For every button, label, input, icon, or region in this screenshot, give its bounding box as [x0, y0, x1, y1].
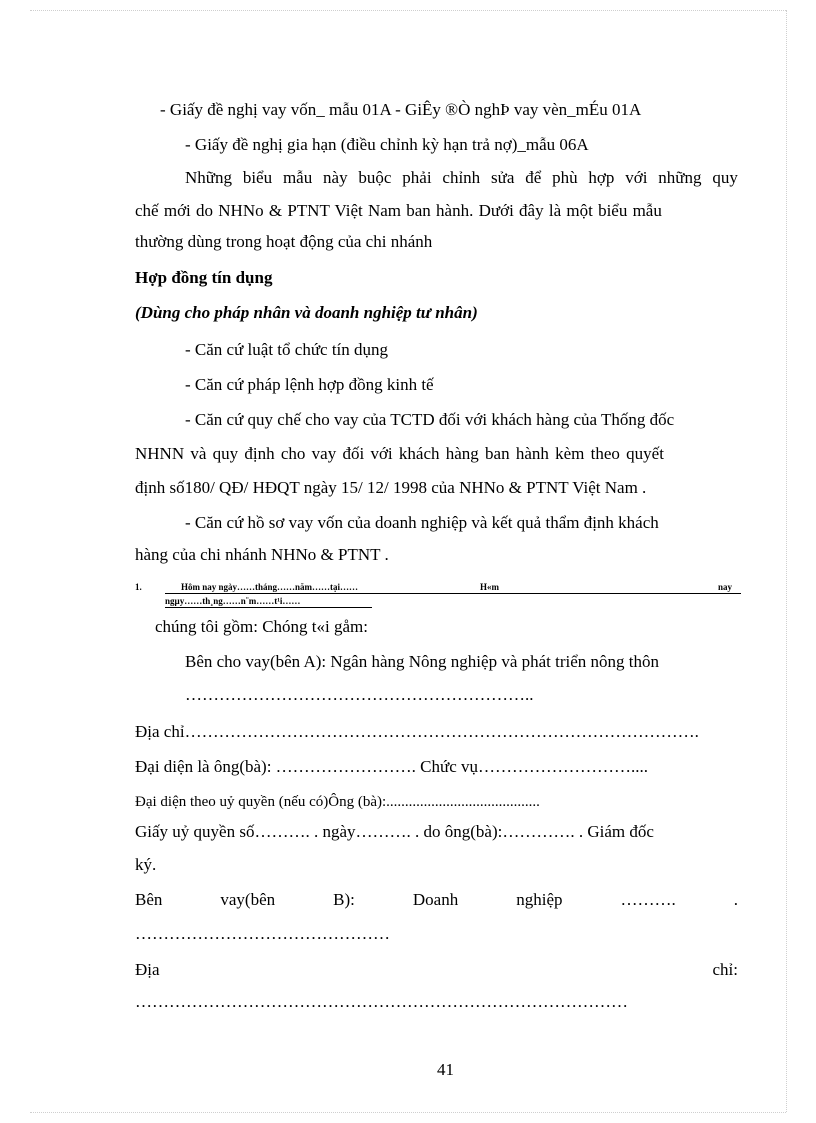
word: những — [658, 168, 702, 187]
word: buộc — [358, 168, 392, 187]
date-line-garbled: nay — [718, 582, 733, 592]
date-underline — [165, 607, 372, 608]
paragraph-line — [185, 168, 738, 188]
representative-line: Đại diện là ông(bà): ……………………. Chức vụ……………………….... — [135, 757, 649, 776]
word: mẫu — [282, 168, 313, 187]
item-number: 1. — [135, 582, 142, 592]
section-subheading: (Dùng cho pháp nhân và doanh nghiệp tư nhân) — [135, 303, 478, 322]
lender-line: Bên cho vay(bên A): Ngân hàng Nông nghiệp và phát triển nông thôn — [185, 652, 660, 671]
basis-item: - Căn cứ hồ sơ vay vốn của doanh nghiệp và kết quả thẩm định khách — [185, 513, 659, 532]
form-list-item-01a: - Giấy đề nghị vay vốn_ mẫu 01A - GiÊy ®Ò nghÞ vay vèn_mÉu 01A — [160, 100, 642, 119]
borrower-address-line: Địa chỉ: — [135, 960, 738, 979]
page-frame-right — [786, 10, 787, 1112]
paragraph-line: thường dùng trong hoạt động của chi nhánh — [135, 232, 433, 251]
borrower-address-dots: …………………………………………………………………………… — [135, 992, 628, 1011]
date-underline — [165, 593, 741, 594]
word: hợp — [588, 168, 615, 187]
page-frame-top — [30, 10, 786, 11]
authorization-line: Giấy uỷ quyền số………. . ngày………. . do ông(bà):…………. . Giám đốc — [135, 822, 654, 841]
address-line: Địa chỉ………………………………………………………………………………. — [135, 722, 699, 741]
basis-item-cont: NHNN và quy định cho vay đối với khách hàng ban hành kèm theo quyết — [135, 444, 664, 463]
word: chỉnh — [442, 168, 481, 187]
page-number: 41 — [437, 1060, 454, 1079]
authorized-rep-line: Đại diện theo uỷ quyền (nếu có)Ông (bà):......................................... — [135, 794, 540, 810]
word: phải — [402, 168, 432, 187]
lender-dots: …………………………………………………….. — [185, 685, 534, 704]
word: sửa — [491, 168, 515, 187]
section-heading: Hợp đồng tín dụng — [135, 268, 273, 287]
word: phù — [552, 168, 578, 187]
date-line: Hôm nay ngày……tháng……năm……tại…… — [181, 582, 359, 592]
word: biểu — [242, 168, 273, 187]
date-line-garbled: ngµy……th¸ng……n¨m……t¹i…… — [165, 596, 301, 606]
basis-item: - Căn cứ quy chế cho vay của TCTD đối với khách hàng của Thống đốc — [185, 410, 675, 429]
page-frame-bottom — [30, 1112, 786, 1113]
paragraph-line: chế mới do NHNo & PTNT Việt Nam ban hành. Dưới đây là một biểu mẫu — [135, 201, 662, 220]
basis-item-cont: hàng của chi nhánh NHNo & PTNT . — [135, 545, 389, 564]
parties-intro: chúng tôi gồm: Chóng t«i gåm: — [155, 617, 368, 636]
basis-item: - Căn cứ pháp lệnh hợp đồng kinh tế — [185, 375, 434, 394]
form-list-item-06a: - Giấy đề nghị gia hạn (điều chỉnh kỳ hạn trả nợ)_mẫu 06A — [185, 135, 589, 154]
word: Những — [185, 168, 232, 187]
borrower-dots: ……………………………………… — [135, 924, 390, 943]
basis-item: - Căn cứ luật tổ chức tín dụng — [185, 340, 389, 359]
date-line-garbled: H«m — [480, 582, 499, 592]
word: này — [323, 168, 348, 187]
basis-item-cont: định số180/ QĐ/ HĐQT ngày 15/ 12/ 1998 của NHNo & PTNT Việt Nam . — [135, 478, 647, 497]
word: quy — [712, 168, 738, 187]
word: để — [525, 168, 542, 187]
authorization-line-cont: ký. — [135, 855, 157, 874]
borrower-line: Bên vay(bên B): Doanh nghiệp ………. . — [135, 890, 738, 909]
word: với — [625, 168, 648, 187]
